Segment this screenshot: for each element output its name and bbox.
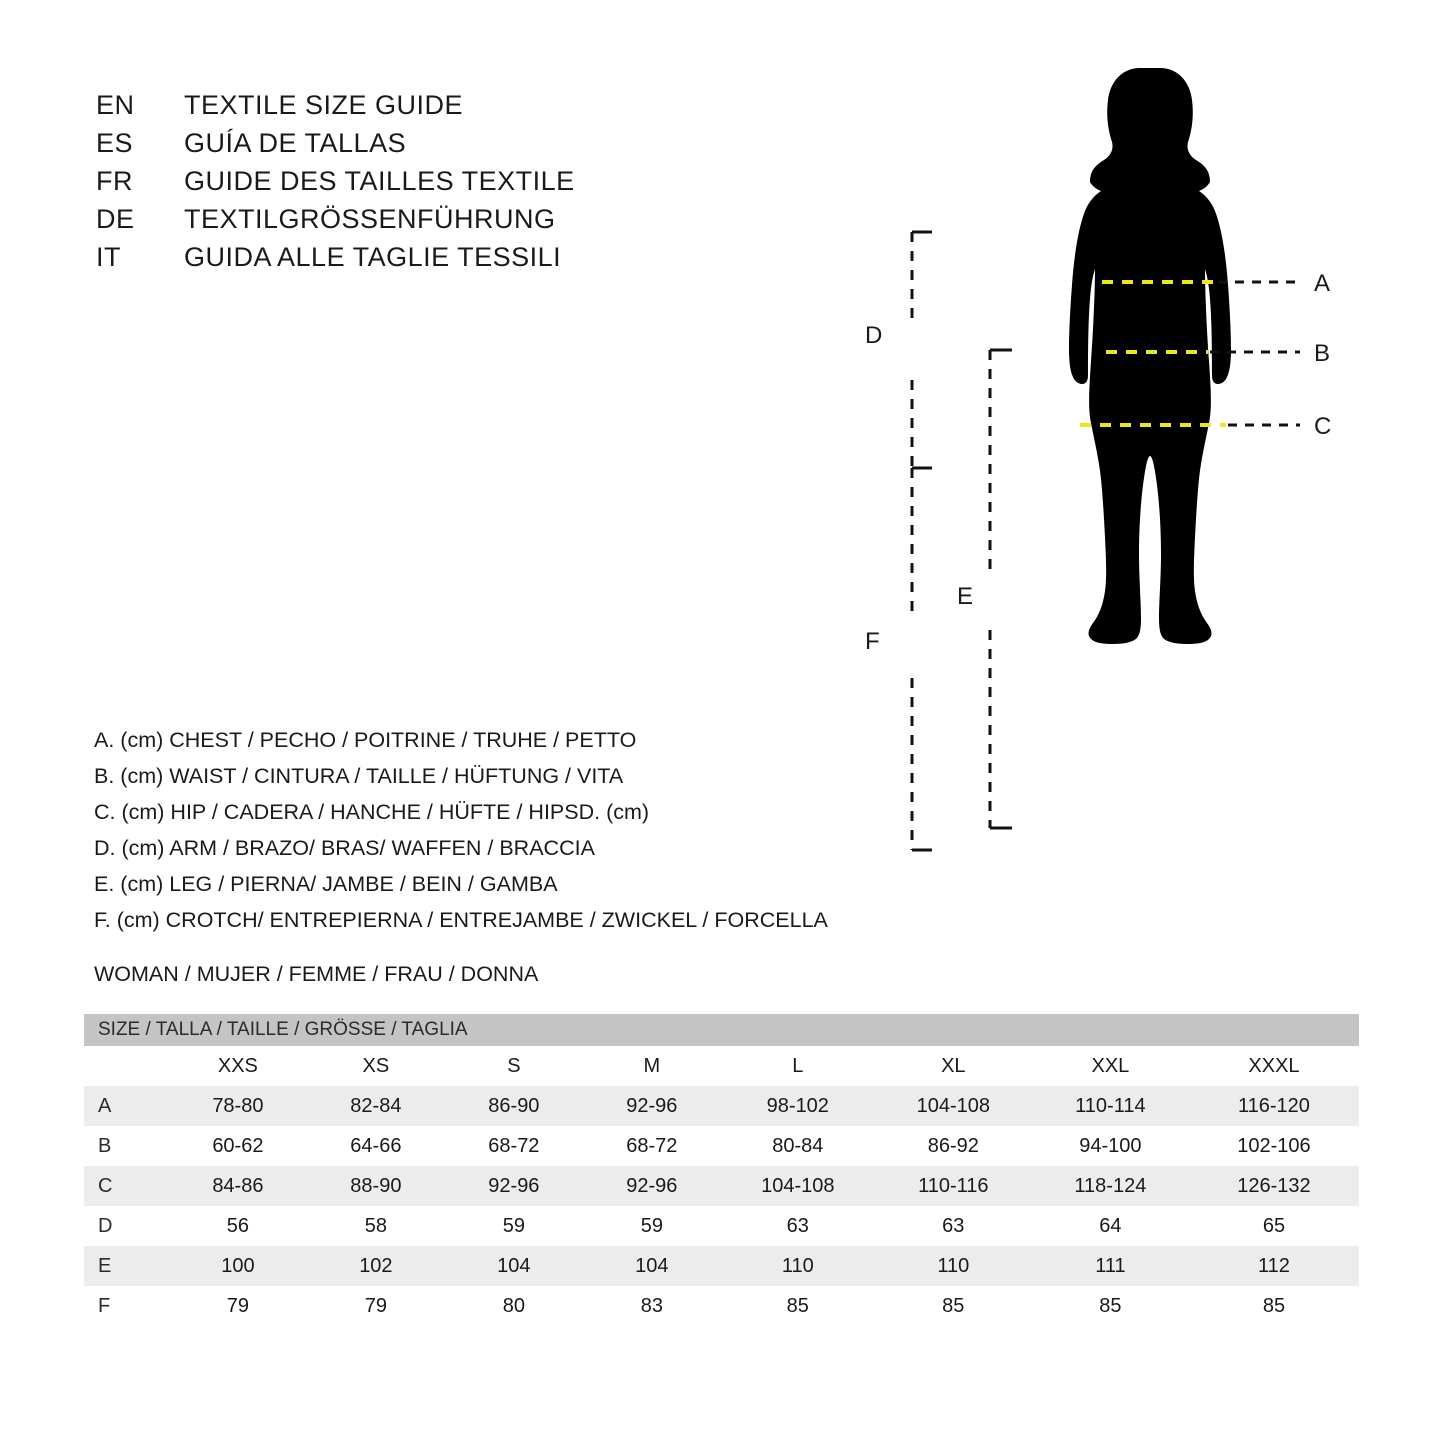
legend-item-f: F. (cm) CROTCH/ ENTREPIERNA / ENTREJAMBE / ZWICKEL / FORCELLA [94,908,828,932]
cell-b-xs: 64-66 [307,1126,445,1166]
cell-d-s: 59 [445,1206,583,1246]
cell-b-xxxl: 102-106 [1189,1126,1359,1166]
cell-f-s: 80 [445,1286,583,1326]
table-header-label: SIZE / TALLA / TAILLE / GRÖSSE / TAGLIA [84,1014,1359,1046]
title-lang-de: DE [96,204,135,234]
row-label-f: F [84,1286,169,1326]
measurement-figure [840,50,1400,910]
label-f: F [865,628,880,655]
size-header-xxxl: XXXL [1189,1046,1359,1086]
cell-e-s: 104 [445,1246,583,1286]
size-header-xl: XL [875,1046,1032,1086]
legend-item-b: B. (cm) WAIST / CINTURA / TAILLE / HÜFTUNG / VITA [94,764,624,788]
cell-b-xl: 86-92 [875,1126,1032,1166]
cell-b-s: 68-72 [445,1126,583,1166]
cell-f-m: 83 [583,1286,721,1326]
size-header-corner [84,1046,169,1086]
row-label-c: C [84,1166,169,1206]
cell-b-xxl: 94-100 [1032,1126,1189,1166]
cell-c-xxl: 118-124 [1032,1166,1189,1206]
cell-a-xxl: 110-114 [1032,1086,1189,1126]
cell-a-xxxl: 116-120 [1189,1086,1359,1126]
bracket-e [990,350,1012,828]
cell-e-xs: 102 [307,1246,445,1286]
cell-d-l: 63 [721,1206,875,1246]
label-a: A [1314,270,1331,297]
label-b: B [1314,340,1331,367]
title-text-it: GUIDA ALLE TAGLIE TESSILI [184,242,562,272]
row-label-b: B [84,1126,169,1166]
cell-c-m: 92-96 [583,1166,721,1206]
label-d: D [865,322,883,349]
cell-f-l: 85 [721,1286,875,1326]
cell-a-s: 86-90 [445,1086,583,1126]
table-row [84,1246,1359,1286]
legend-item-e: E. (cm) LEG / PIERNA/ JAMBE / BEIN / GAMBA [94,872,558,896]
title-text-fr: GUIDE DES TAILLES TEXTILE [184,166,575,196]
title-row-es [96,128,716,166]
title-text-de: TEXTILGRÖSSENFÜHRUNG [184,204,556,234]
legend-item-a: A. (cm) CHEST / PECHO / POITRINE / TRUHE / PETTO [94,728,637,752]
cell-e-xl: 110 [875,1246,1032,1286]
title-row-it [96,242,716,280]
size-header-s: S [445,1046,583,1086]
size-header-l: L [721,1046,875,1086]
cell-e-m: 104 [583,1246,721,1286]
cell-c-l: 104-108 [721,1166,875,1206]
cell-a-xs: 82-84 [307,1086,445,1126]
size-header-xxs: XXS [169,1046,307,1086]
cell-b-xxs: 60-62 [169,1126,307,1166]
cell-c-xxs: 84-86 [169,1166,307,1206]
cell-f-xxs: 79 [169,1286,307,1326]
cell-e-xxl: 111 [1032,1246,1189,1286]
table-row [84,1166,1359,1206]
cell-c-xxxl: 126-132 [1189,1166,1359,1206]
cell-a-l: 98-102 [721,1086,875,1126]
table-row [84,1086,1359,1126]
cell-d-xxl: 64 [1032,1206,1189,1246]
bracket-f [912,468,932,850]
label-e: E [957,583,974,610]
cell-a-xl: 104-108 [875,1086,1032,1126]
title-text-es: GUÍA DE TALLAS [184,128,407,158]
cell-b-l: 80-84 [721,1126,875,1166]
cell-d-xxs: 56 [169,1206,307,1246]
cell-f-xl: 85 [875,1286,1032,1326]
legend-block [94,722,914,938]
cell-f-xs: 79 [307,1286,445,1326]
size-table [84,1014,1359,1326]
cell-e-xxs: 100 [169,1246,307,1286]
size-header-xxl: XXL [1032,1046,1189,1086]
woman-silhouette-icon [1069,68,1231,644]
cell-c-xs: 88-90 [307,1166,445,1206]
title-row-de [96,204,716,242]
title-text-en: TEXTILE SIZE GUIDE [184,90,464,120]
title-lang-en: EN [96,90,135,120]
legend-item-c: C. (cm) HIP / CADERA / HANCHE / HÜFTE / HIPSD. (cm) [94,800,650,824]
gender-label: WOMAN / MUJER / FEMME / FRAU / DONNA [94,962,539,986]
cell-f-xxxl: 85 [1189,1286,1359,1326]
cell-a-xxs: 78-80 [169,1086,307,1126]
row-label-d: D [84,1206,169,1246]
label-c: C [1314,413,1332,440]
bracket-d [912,232,932,468]
cell-c-s: 92-96 [445,1166,583,1206]
table-row [84,1126,1359,1166]
legend-item-d: D. (cm) ARM / BRAZO/ BRAS/ WAFFEN / BRACCIA [94,836,595,860]
table-row [84,1206,1359,1246]
cell-e-xxxl: 112 [1189,1246,1359,1286]
table-header-bar [84,1014,1359,1046]
size-header-xs: XS [307,1046,445,1086]
cell-c-xl: 110-116 [875,1166,1032,1206]
row-label-e: E [84,1246,169,1286]
title-lang-es: ES [96,128,134,158]
row-label-a: A [84,1086,169,1126]
table-size-header-row [84,1046,1359,1086]
cell-d-xs: 58 [307,1206,445,1246]
title-row-fr [96,166,716,204]
title-lang-it: IT [96,242,121,272]
table-row [84,1286,1359,1326]
cell-d-xxxl: 65 [1189,1206,1359,1246]
cell-b-m: 68-72 [583,1126,721,1166]
cell-d-m: 59 [583,1206,721,1246]
title-block [96,90,716,280]
title-lang-fr: FR [96,166,133,196]
title-row-en [96,90,716,128]
cell-f-xxl: 85 [1032,1286,1189,1326]
cell-d-xl: 63 [875,1206,1032,1246]
size-header-m: M [583,1046,721,1086]
cell-a-m: 92-96 [583,1086,721,1126]
cell-e-l: 110 [721,1246,875,1286]
